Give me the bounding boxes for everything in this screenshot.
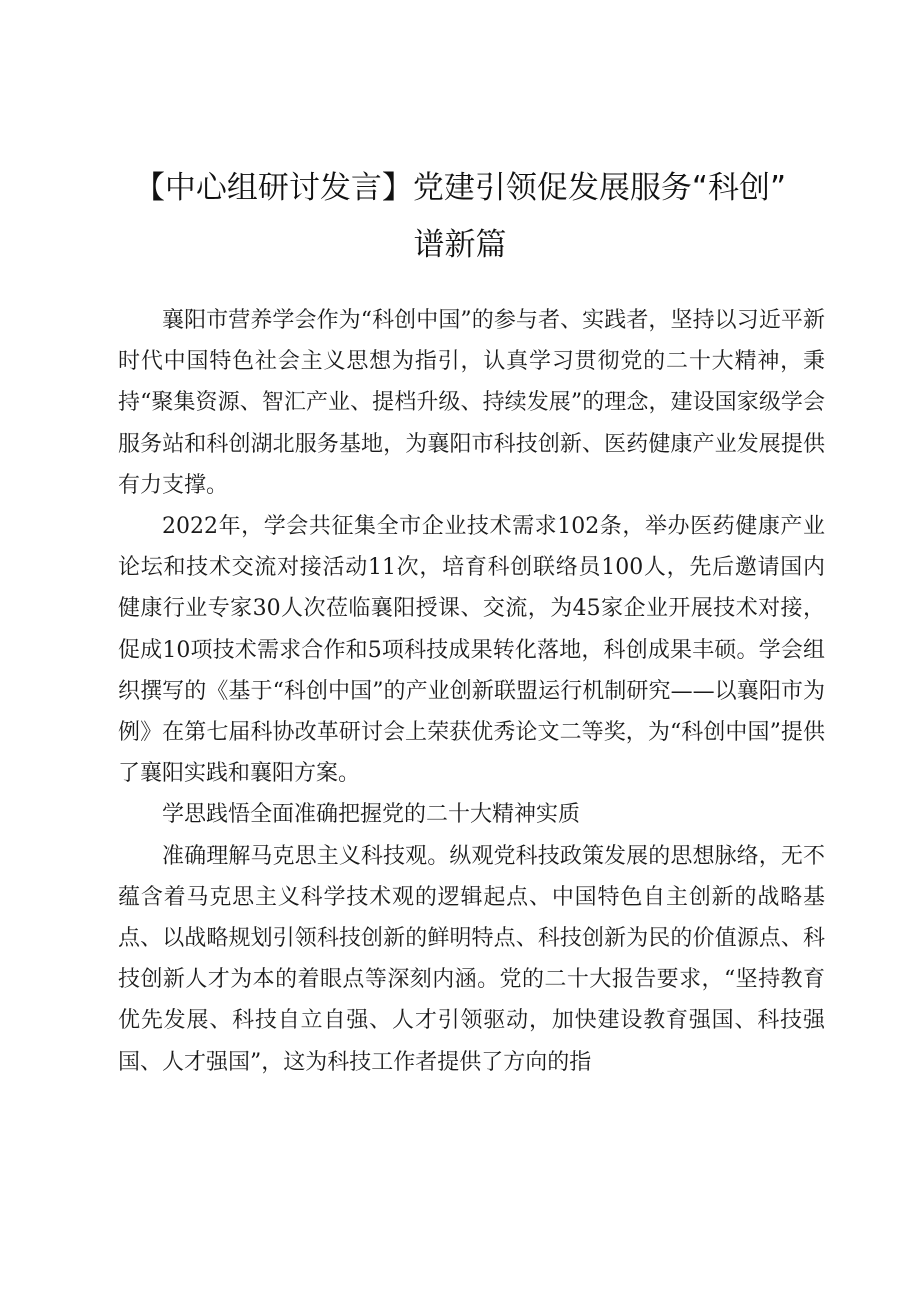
- document-title: [120, 160, 800, 274]
- paragraph-achievements: 2022年，学会共征集全市企业技术需求102条，举办医药健康产业论坛和技术交流对接活动11次，培育科创联络员100人，先后邀请国内健康行业专家30人次莅临襄阳授课、交流，为45家企业开展技术对接，促成10项技术需求合作和5项科技成果转化落地，科创成果丰硕。学会组织撰写的《基于“科创中国”的产业创新联盟运行机制研究——以襄阳市为例》在第七届科协改革研讨会上荣获优秀论文二等奖，为“科创中国”提供了襄阳实践和襄阳方案。: [118, 514, 825, 787]
- paragraph-intro: 襄阳市营养学会作为“科创中国”的参与者、实践者，坚持以习近平新时代中国特色社会主义思想为指引，认真学习贯彻党的二十大精神，秉持“聚集资源、智汇产业、提档升级、持续发展”的理念，建设国家级学会服务站和科创湖北服务基地，为襄阳市科技创新、医药健康产业发展提供有力支撑。: [118, 308, 825, 498]
- document-body: [118, 300, 825, 1083]
- title-line-1: 【中心组研讨发言】党建引领促发展服务“科创”: [133, 170, 787, 206]
- title-line-2: 谱新篇: [413, 227, 507, 263]
- paragraph-marxist-view: 准确理解马克思主义科技观。纵观党科技政策发展的思想脉络，无不蕴含着马克思主义科学技术观的逻辑起点、中国特色自主创新的战略基点、以战略规划引领科技创新的鲜明特点、科技创新为民的价值源点、科技创新人才为本的着眼点等深刻内涵。党的二十大报告要求，“坚持教育优先发展、科技自立自强、人才引领驱动，加快建设教育强国、科技强国、人才强国”，这为科技工作者提供了方向的指: [118, 843, 825, 1075]
- section-heading: 学思践悟全面准确把握党的二十大精神实质: [162, 802, 581, 828]
